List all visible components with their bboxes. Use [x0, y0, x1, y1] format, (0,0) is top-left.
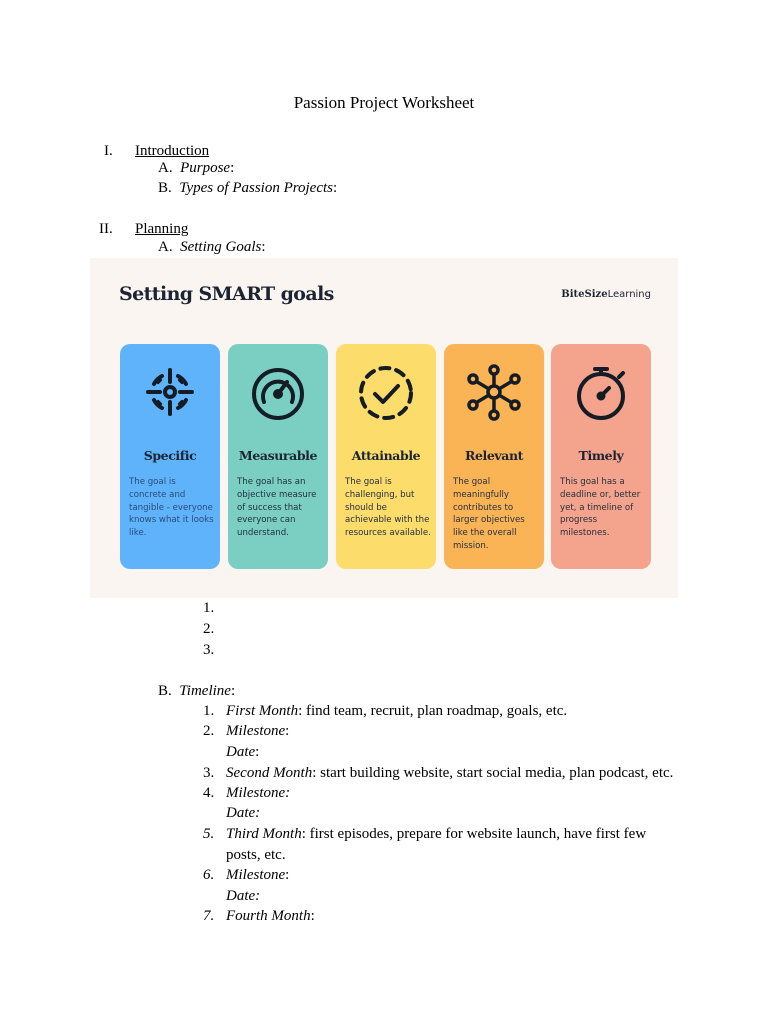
dashed-check-icon [352, 358, 420, 426]
timeline-entry: Date: [226, 744, 260, 760]
item-colon: : [230, 683, 236, 699]
timeline-number: 4. [203, 785, 215, 801]
card-name: Attainable [351, 448, 421, 463]
timeline-entry: Second Month: start building website, start social media, plan podcast, etc. [226, 765, 674, 781]
planning-item-b [158, 681, 235, 701]
card-description: The goal is challenging, but should be achievable with the resources available. [345, 477, 431, 539]
timeline-number: 2. [203, 723, 215, 739]
item-label: Timeline [179, 683, 231, 699]
gauge-icon [244, 358, 312, 426]
section-heading-planning: Planning [135, 221, 189, 237]
timeline-number: 7. [203, 908, 215, 924]
smart-goals-infographic [90, 258, 678, 598]
section-heading-introduction: Introduction [135, 143, 210, 159]
card-attainable [336, 344, 436, 569]
infographic-title: Setting SMART goals [119, 283, 334, 305]
planning-item-a [158, 237, 266, 257]
card-description: The goal is concrete and tangible - everyone knows what it looks like. [129, 477, 214, 539]
timeline-number: 6. [203, 867, 215, 883]
timeline-entry: First Month: find team, recruit, plan roadmap, goals, etc. [226, 703, 568, 719]
item-letter: A. [158, 160, 173, 176]
item-label: Types of Passion Projects [179, 180, 334, 196]
timeline-entry: Milestone: [226, 723, 290, 739]
item-colon: : [230, 160, 235, 176]
card-description: The goal meaningfully contributes to larger objectives like the overall mission. [453, 477, 525, 551]
timeline-entry: Date: [226, 888, 261, 904]
item-letter: B. [158, 683, 172, 699]
timeline-entry: Date: [226, 805, 261, 821]
timeline-entry: Third Month: first episodes, prepare for website launch, have first few [226, 826, 647, 842]
item-colon: : [261, 239, 266, 255]
item-letter: A. [158, 239, 173, 255]
goal-number: 2. [203, 621, 215, 637]
card-name: Relevant [464, 448, 524, 463]
timeline-entry: Milestone: [226, 785, 291, 801]
section-numeral: I. [104, 143, 113, 159]
timeline-entry: posts, etc. [226, 847, 286, 863]
item-label: Purpose [180, 160, 231, 176]
section-numeral: II. [99, 221, 113, 237]
timeline-number: 3. [203, 765, 215, 781]
card-name: Timely [578, 448, 624, 463]
item-colon: : [333, 180, 338, 196]
goal-number: 1. [203, 600, 215, 616]
timeline-number: 5. [203, 826, 215, 842]
timeline-entry: Milestone: [226, 867, 290, 883]
card-description: This goal has a deadline or, better yet, a timeline of progress milestones. [560, 477, 641, 539]
card-timely [551, 344, 651, 569]
timeline-number: 1. [203, 703, 215, 719]
intro-item-a [158, 158, 234, 178]
card-specific [120, 344, 220, 569]
item-letter: B. [158, 180, 172, 196]
network-icon [460, 358, 528, 426]
item-label: Setting Goals [180, 239, 262, 255]
timeline-entry: Fourth Month: [226, 908, 315, 924]
card-name: Specific [143, 448, 197, 463]
intro-item-b [158, 178, 337, 198]
card-measurable [228, 344, 328, 569]
card-description: The goal has an objective measure of success that everyone can understand. [237, 477, 317, 539]
card-name: Measurable [238, 448, 318, 463]
goal-number: 3. [203, 642, 215, 658]
crosshair-icon [136, 358, 204, 426]
stopwatch-icon [567, 358, 635, 426]
brand-logo: BiteSizeLearning [561, 289, 651, 300]
card-relevant [444, 344, 544, 569]
page-title: Passion Project Worksheet [293, 93, 475, 112]
